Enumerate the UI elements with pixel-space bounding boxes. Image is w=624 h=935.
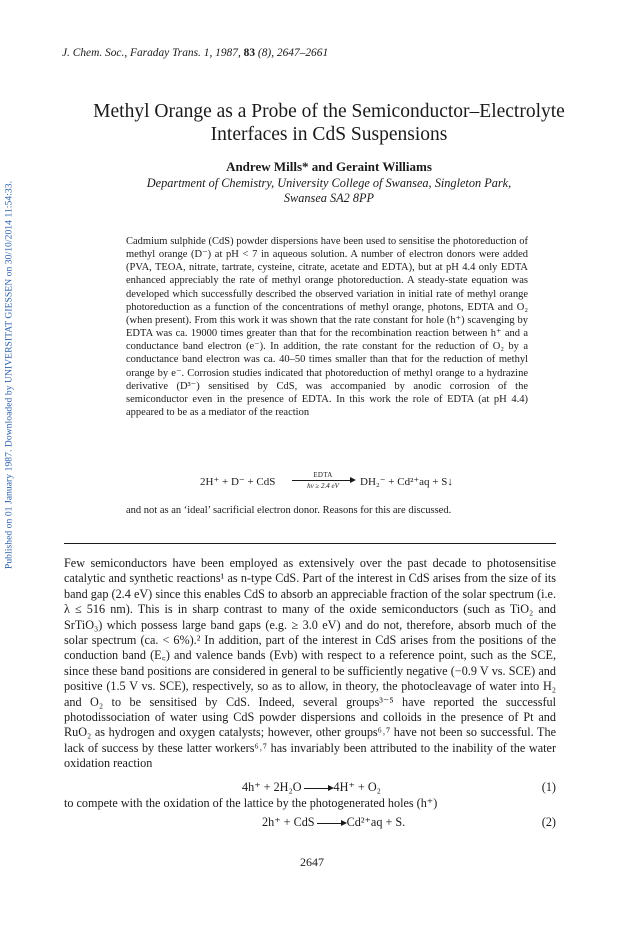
page-number: 2647 [300,855,324,869]
affiliation [40,176,618,206]
eq1-number: (1) [541,780,556,794]
reaction-arrow [292,471,354,490]
eq2-rhs: Cd²⁺aq + S. [346,815,406,829]
download-watermark-text: Published on 01 January 1987. Downloaded by UNIVERSITAT GIESSEN on 30/10/2014 11:54:33. [3,180,15,570]
reaction-rhs: DH₂⁻ + Cd²⁺aq + S↓ [360,476,453,488]
citation-year: 1987, [215,47,241,59]
eq1-rhs: 4H⁺ + O₂ [333,780,381,794]
affiliation-line-2: Swansea SA2 8PP [283,191,375,205]
abstract-text: Cadmium sulphide (CdS) powder dispersions have been used to sensitise the photoreduction of methyl orange (D⁻) at pH < 7 in aqueous solution. A number of electron donors were added (PVA, TEOA, nitrate, tartrate, cysteine, citrate, acetate and EDTA), but at pH 4.4 only EDTA enhanced appreciably the rate of methyl orange photoreduction. A steady-state equation was developed which successfully described the observed variation in initial rate of methyl orange photoreduction as a function of the concentrations of methyl orange, photons, EDTA and O₂ (when present). From this work it was shown that the rate constant for hole (h⁺) scavenging by EDTA was ca. 19000 times greater than that for the recombination reaction between h⁺ and a conductance band electron (e⁻). In addition, the rate constant for the reduction of O₂ by a conductance band electron was ca. 40–50 times smaller than that for the reduction of methyl orange by e⁻. Corrosion studies indicated that photoreduction of methyl orange to a hydrazine derivative (D³⁻) sensitised by CdS, was accompanied by anodic corrosion of the semiconductor even in the presence of EDTA. In this work the role of EDTA (at pH 4.4) appeared to be as a mediator of the reaction [126,236,528,419]
reaction-lhs: 2H⁺ + D⁻ + CdS [200,476,276,488]
title-line-1: Methyl Orange as a Probe of the Semiconductor–Electrolyte [93,101,565,122]
body-text [64,556,556,772]
affiliation-line-1: Department of Chemistry, University College of Swansea, Singleton Park, [146,176,512,190]
arrow-icon [317,823,345,824]
section-divider [64,543,556,544]
citation-volume: 83 [243,47,256,59]
citation-rest: (8), 2647–2661 [257,47,329,59]
reaction-condition: hν ≥ 2.4 eV [307,482,339,490]
journal-citation [62,47,328,59]
arrow-icon [304,788,332,789]
authors: Andrew Mills* and Geraint Williams [226,159,432,174]
body-connector: to compete with the oxidation of the lattice by the photogenerated holes (h⁺) [64,796,438,810]
abstract-continued [126,504,528,517]
abstract-text-2: and not as an ‘ideal’ sacrificial electron donor. Reasons for this are discussed. [126,505,452,516]
eq2-lhs: 2h⁺ + CdS [262,815,315,829]
eq2-number: (2) [541,815,556,829]
arrow-icon [292,480,354,481]
body-paragraph: Few semiconductors have been employed as extensively over the past decade to photosensitise catalytic and synthetic reactions¹ as n-type CdS. Part of the interest in CdS arises from the size of its band gap (2.4 eV) since this enables CdS to absorb an appreciable fraction of the solar spectrum (i.e. λ ≤ 516 nm). This is in sharp contrast to many of the oxide semiconductors (such as TiO₂ and SrTiO₃) which possess large band gaps (e.g. ≥ 3.0 eV) and do not, therefore, absorb much of the solar spectrum (ca. < 6%).² In addition, part of the interest in CdS arises from the positions of the conduction band (E꜀) and valence bands (Evb) with respect to a reference point, such as the SCE, since these band positions are considered in general to be sufficiently negative (−0.9 V vs. SCE) and positive (1.5 V vs. SCE), respectively, so as to allow, in theory, the photocleavage of water into H₂ and O₂ to be sensitised by CdS. Indeed, several groups³⁻⁵ have reported the successful photodissociation of water using CdS powder dispersions and colloids in the presence of Pt and RuO₂ as hydrogen and oxygen catalysts; however, other groups⁶˒⁷ have not been so successful. The lack of success by these latter workers⁶˒⁷ has invariably been attributed to the inability of the water oxidation reaction [64,556,556,771]
title-line-2: Interfaces in CdS Suspensions [210,124,448,145]
download-watermark [0,165,20,585]
reaction-arrow-label: EDTA [313,471,333,479]
abstract [126,235,528,419]
abstract-reaction [200,471,460,499]
eq1-lhs: 4h⁺ + 2H₂O [242,780,302,794]
citation-journal: J. Chem. Soc., Faraday Trans. 1, [62,47,213,59]
article-title [40,100,618,146]
